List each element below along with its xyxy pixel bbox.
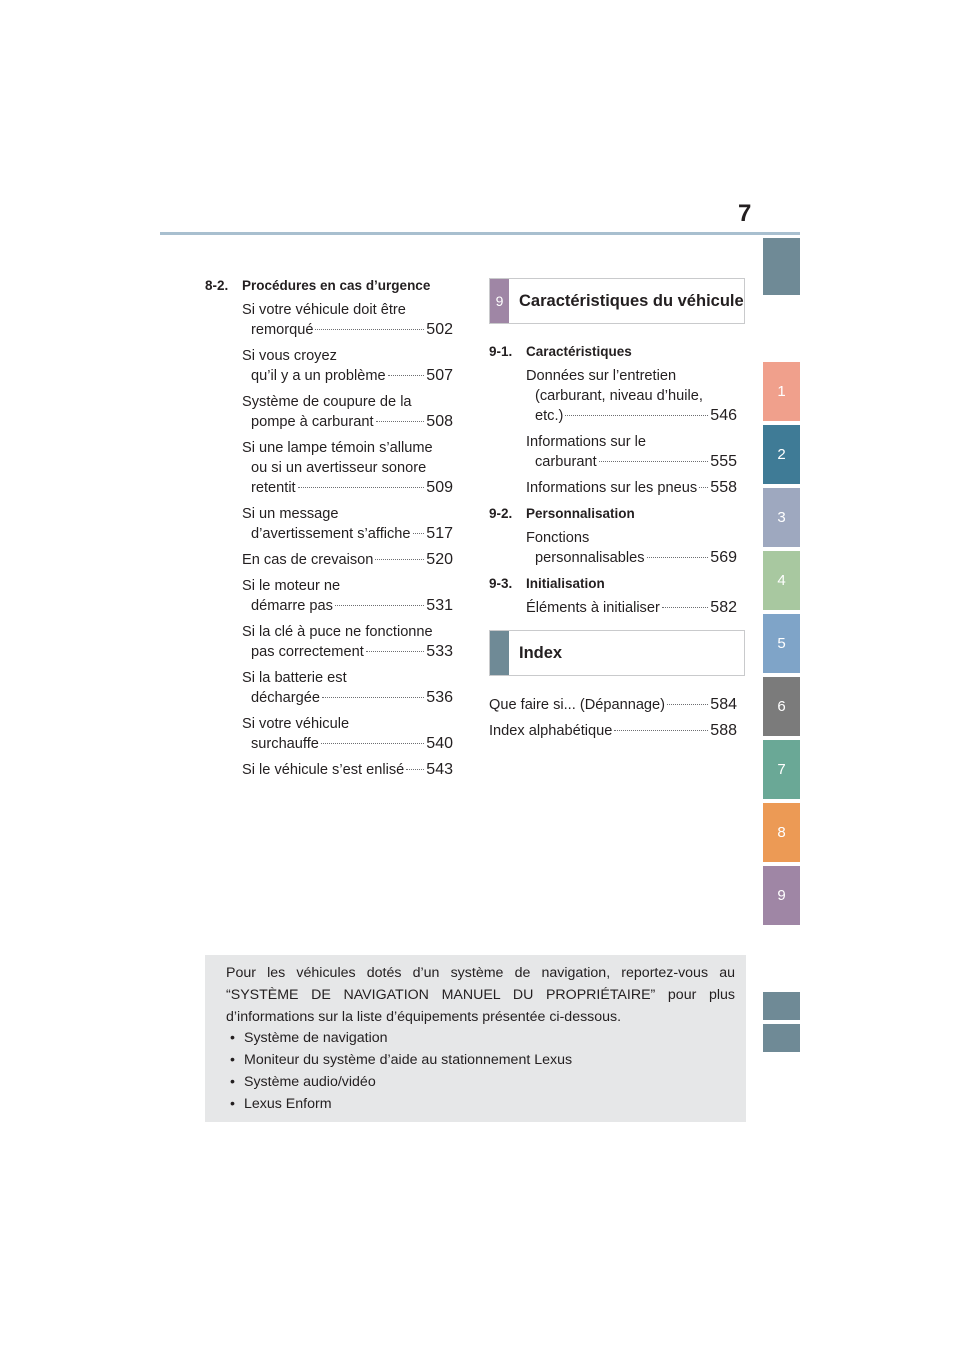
entry-text: retentit xyxy=(251,480,296,496)
entry-text: Éléments à initialiser xyxy=(526,600,660,616)
section-heading xyxy=(205,276,453,296)
page-ref: 555 xyxy=(710,453,737,470)
toc-entry[interactable] xyxy=(242,622,453,662)
page-ref: 588 xyxy=(710,722,737,739)
dot-leader xyxy=(335,605,424,606)
page-ref: 517 xyxy=(426,525,453,542)
page-ref: 540 xyxy=(426,735,453,752)
page-ref: 569 xyxy=(710,549,737,566)
toc-entry[interactable] xyxy=(242,392,453,432)
entry-text: personnalisables xyxy=(535,550,645,566)
dot-leader xyxy=(614,730,708,731)
note-text: Pour les véhicules dotés d’un système de navigation, reportez-vous au “SYSTÈME DE NAVIGATION MANUEL DU PROPRIÉTAIRE” pour plus d’informations sur la liste d’équipements présentée ci-dessous. xyxy=(226,965,735,1025)
right-column xyxy=(489,342,737,624)
chapter-tab[interactable]: 6 xyxy=(763,677,800,736)
toc-entry[interactable] xyxy=(526,478,737,498)
chapter-9-box[interactable] xyxy=(489,278,745,324)
note-list xyxy=(226,1028,735,1115)
toc-entry[interactable] xyxy=(242,504,453,544)
dot-leader xyxy=(413,533,425,534)
toc-entry[interactable] xyxy=(242,760,453,780)
entry-text: Que faire si... (Dépannage) xyxy=(489,697,666,713)
toc-entry[interactable] xyxy=(526,598,737,618)
dot-leader xyxy=(376,421,425,422)
toc-entry[interactable] xyxy=(242,438,453,498)
left-entries xyxy=(205,300,453,780)
page-ref: 584 xyxy=(710,696,737,713)
entry-line: Informations sur le xyxy=(526,434,647,450)
entry-line: Si la batterie est xyxy=(242,670,347,686)
entry-text: etc.) xyxy=(535,408,564,424)
entry-line: Fonctions xyxy=(526,530,590,546)
entry-text: Si le véhicule s’est enlisé xyxy=(242,762,405,778)
page-ref: 509 xyxy=(426,479,453,496)
toc-entry[interactable] xyxy=(526,366,737,426)
toc-entry[interactable] xyxy=(242,346,453,386)
chapter-tab[interactable] xyxy=(763,238,800,295)
chapter-tab[interactable]: 2 xyxy=(763,425,800,484)
section-title: Caractéristiques xyxy=(526,344,632,359)
section-title: Personnalisation xyxy=(526,506,635,521)
dot-leader xyxy=(667,704,708,705)
chapter-tab[interactable] xyxy=(763,992,800,1020)
section-number: 9-1. xyxy=(489,344,513,359)
note-item: • Lexus Enform xyxy=(230,1094,735,1116)
header-rule xyxy=(160,232,800,235)
page-ref: 582 xyxy=(710,599,737,616)
entry-text: pompe à carburant xyxy=(251,414,374,430)
page-ref: 546 xyxy=(710,407,737,424)
entry-line: Données sur l’entretien xyxy=(526,368,677,384)
page-ref: 543 xyxy=(426,761,453,778)
dot-leader xyxy=(321,743,424,744)
chapter-tab[interactable]: 9 xyxy=(763,866,800,925)
entry-text: qu’il y a un problème xyxy=(251,368,386,384)
section-heading xyxy=(489,574,737,594)
page-ref: 558 xyxy=(710,479,737,496)
entry-text: En cas de crevaison xyxy=(242,552,374,568)
page-ref: 507 xyxy=(426,367,453,384)
toc-entry[interactable] xyxy=(526,528,737,568)
index-list xyxy=(489,695,737,747)
toc-entry[interactable] xyxy=(242,550,453,570)
chapter-tab[interactable]: 8 xyxy=(763,803,800,862)
section-heading xyxy=(489,342,737,362)
entry-line: Si une lampe témoin s’allume xyxy=(242,440,433,456)
entry-line: ou si un avertisseur sonore xyxy=(251,460,427,476)
toc-entry[interactable] xyxy=(489,721,737,741)
page-ref: 508 xyxy=(426,413,453,430)
entry-line: Si un message xyxy=(242,506,339,522)
chapter-tab[interactable] xyxy=(763,1024,800,1052)
toc-entry[interactable] xyxy=(242,668,453,708)
page-ref: 536 xyxy=(426,689,453,706)
section-heading xyxy=(489,504,737,524)
entry-text: démarre pas xyxy=(251,598,333,614)
entry-line: Si le moteur ne xyxy=(242,578,341,594)
chapter-9-tab: 9 xyxy=(490,279,509,323)
page-ref: 502 xyxy=(426,321,453,338)
entry-text: déchargée xyxy=(251,690,320,706)
navigation-note xyxy=(205,955,746,1122)
dot-leader xyxy=(298,487,425,488)
note-item: • Système de navigation xyxy=(230,1028,735,1050)
entry-line: Si la clé à puce ne fonctionne xyxy=(242,624,433,640)
chapter-tab[interactable]: 3 xyxy=(763,488,800,547)
entry-line: Si votre véhicule doit être xyxy=(242,302,406,318)
chapter-tab[interactable]: 5 xyxy=(763,614,800,673)
entry-text: Index alphabétique xyxy=(489,723,613,739)
toc-entry[interactable] xyxy=(526,432,737,472)
dot-leader xyxy=(647,557,709,558)
page-number: 7 xyxy=(738,200,752,227)
dot-leader xyxy=(662,607,708,608)
toc-entry[interactable] xyxy=(489,695,737,715)
note-item: • Moniteur du système d’aide au stationnement Lexus xyxy=(230,1050,735,1072)
index-title: Index xyxy=(519,643,563,662)
chapter-tab[interactable]: 1 xyxy=(763,362,800,421)
entry-line: Système de coupure de la xyxy=(242,394,412,410)
entry-text: d’avertissement s’affiche xyxy=(251,526,411,542)
entry-line: Si votre véhicule xyxy=(242,716,350,732)
toc-entry[interactable] xyxy=(242,714,453,754)
chapter-9-title: Caractéristiques du véhicule xyxy=(519,291,744,310)
entry-text: pas correctement xyxy=(251,644,364,660)
page-ref: 533 xyxy=(426,643,453,660)
section-number: 9-2. xyxy=(489,506,513,521)
dot-leader xyxy=(699,487,708,488)
section-title: Procédures en cas d’urgence xyxy=(242,278,431,293)
entry-line: (carburant, niveau d’huile, xyxy=(535,388,703,404)
note-item: • Système audio/vidéo xyxy=(230,1072,735,1094)
entry-text: Informations sur les pneus xyxy=(526,480,698,496)
chapter-tab[interactable]: 4 xyxy=(763,551,800,610)
entry-text: remorqué xyxy=(251,322,314,338)
dot-leader xyxy=(388,375,425,376)
dot-leader xyxy=(366,651,425,652)
dot-leader xyxy=(315,329,424,330)
dot-leader xyxy=(406,769,424,770)
dot-leader xyxy=(565,415,708,416)
dot-leader xyxy=(322,697,424,698)
toc-entry[interactable] xyxy=(242,576,453,616)
index-box[interactable] xyxy=(489,630,745,676)
page-ref: 520 xyxy=(426,551,453,568)
entry-line: Si vous croyez xyxy=(242,348,337,364)
dot-leader xyxy=(375,559,424,560)
section-number: 9-3. xyxy=(489,576,513,591)
section-number: 8-2. xyxy=(205,278,229,293)
toc-entry[interactable] xyxy=(242,300,453,340)
section-title: Initialisation xyxy=(526,576,605,591)
entry-text: surchauffe xyxy=(251,736,319,752)
dot-leader xyxy=(599,461,709,462)
page-ref: 531 xyxy=(426,597,453,614)
entry-text: carburant xyxy=(535,454,597,470)
left-column xyxy=(205,276,453,786)
index-tab xyxy=(490,631,509,675)
chapter-tab[interactable]: 7 xyxy=(763,740,800,799)
